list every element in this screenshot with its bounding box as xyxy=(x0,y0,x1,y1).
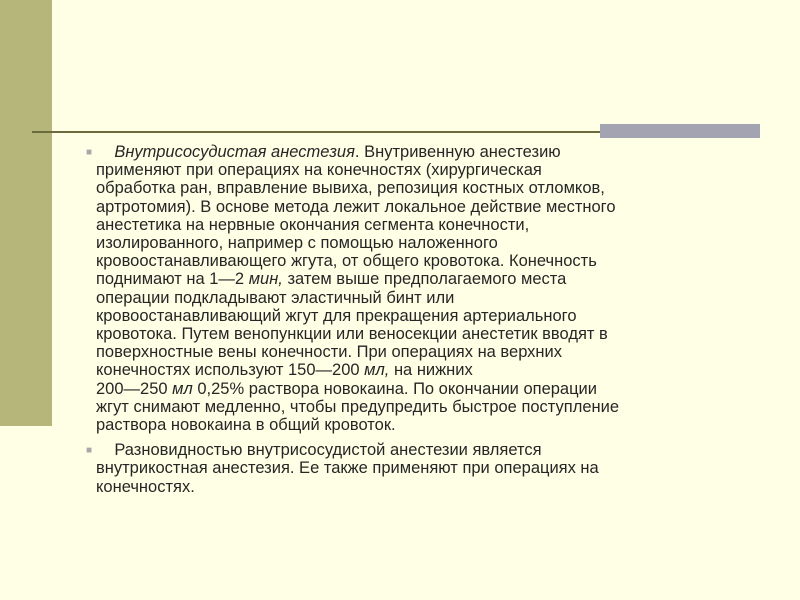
text-run: 200—250 xyxy=(96,379,173,398)
text-run: конечностях. xyxy=(96,477,195,496)
bullet-item xyxy=(86,143,756,435)
text-run: конечностях используют 150—200 xyxy=(96,361,365,380)
text-run: поверхностные вены конечности. При операциях на верхних xyxy=(96,343,563,362)
italic-text-run: мл xyxy=(172,379,193,398)
italic-text-run: Внутрисосудистая анестезия xyxy=(114,143,355,161)
text-run: поднимают на 1—2 xyxy=(96,270,249,289)
text-run: жгут снимают медленно, чтобы предупредить быстрое поступление xyxy=(96,397,620,416)
text-run: операции подкладывают эластичный бинт или xyxy=(96,288,455,307)
text-run: артротомия). В основе метода лежит локальное действие местного xyxy=(96,197,616,216)
text-run xyxy=(96,143,114,161)
text-run: . Внутривенную анестезию xyxy=(354,143,561,161)
side-decor-bar xyxy=(0,0,52,426)
text-run: раствора новокаина в общий кровоток. xyxy=(96,416,396,435)
bullet-item xyxy=(86,441,756,496)
text-run: кровотока. Путем венопункции или веносекции анестетик вводят в xyxy=(96,325,608,344)
slide-body xyxy=(86,143,756,503)
text-run: внутрикостная анестезия. Ее также применяют при операциях на xyxy=(96,459,599,478)
title-divider-accent xyxy=(600,124,760,138)
text-run: Разновидностью внутрисосудистой анестезии является xyxy=(96,441,542,460)
text-run: анестетика на нервные окончания сегмента конечности, xyxy=(96,215,530,234)
italic-text-run: мл, xyxy=(364,361,390,380)
text-run: обработка ран, вправление вывиха, репозиция костных отломков, xyxy=(96,179,605,198)
text-run: изолированного, например с помощью наложенного xyxy=(96,234,498,253)
bullet-square-icon: ■ xyxy=(86,445,93,457)
text-run: 0,25% раствора новокаина. По окончании операции xyxy=(192,379,597,398)
text-run: затем выше предполагаемого места xyxy=(282,270,567,289)
text-run: применяют при операциях на конечностях (хирургическая xyxy=(96,161,542,180)
text-run: кровоостанавливающего жгута, от общего кровотока. Конечность xyxy=(96,252,597,271)
italic-text-run: мин, xyxy=(248,270,283,289)
text-run: на нижних xyxy=(389,361,473,380)
bullet-square-icon: ■ xyxy=(86,147,93,158)
text-run: кровоостанавливающий жгут для прекращения артериального xyxy=(96,306,577,325)
bullet-text xyxy=(96,441,756,496)
title-divider-line xyxy=(32,131,600,133)
bullet-text xyxy=(96,143,756,434)
